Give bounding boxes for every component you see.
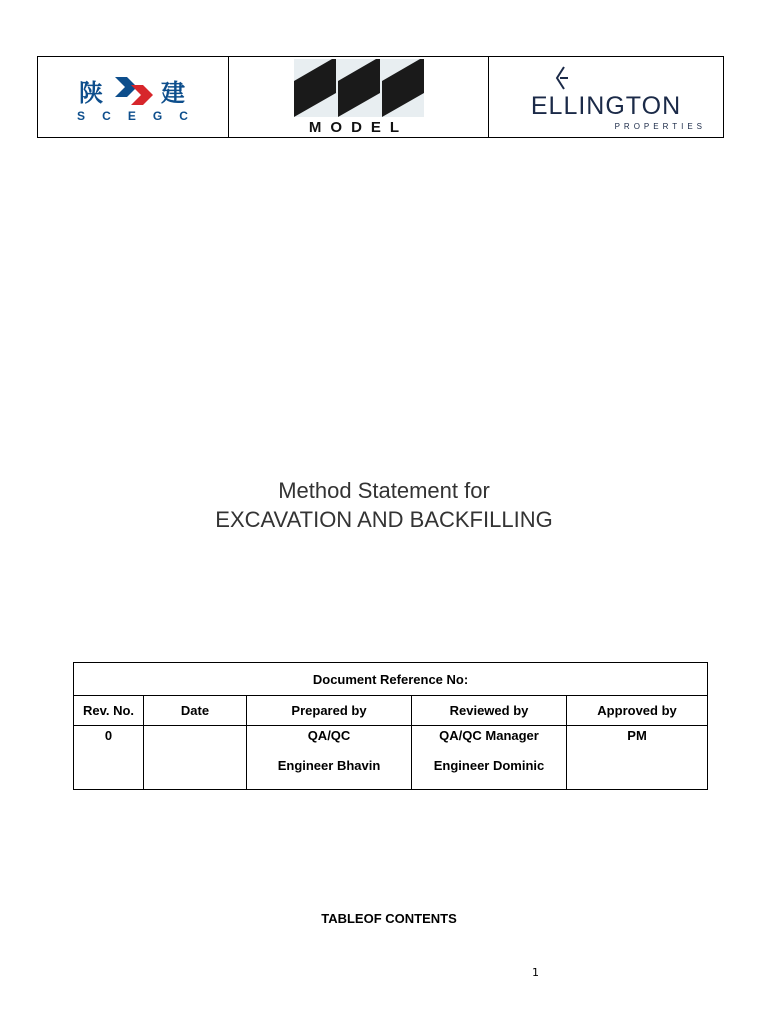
cell-approved-by: PM — [567, 726, 708, 790]
document-reference-label: Document Reference No: — [74, 663, 708, 696]
scegc-letter: S — [77, 109, 87, 123]
document-title-line1: Method Statement for — [278, 478, 490, 503]
ellington-logo — [506, 62, 706, 132]
cell-reviewed-by — [412, 726, 567, 790]
header-approved-by: Approved by — [567, 696, 708, 726]
reviewed-role: QA/QC Manager — [439, 728, 539, 743]
toc-heading: TABLEOF CONTENTS — [321, 911, 457, 926]
scegc-letters — [77, 109, 189, 123]
header-logo-table — [37, 56, 724, 138]
ellington-wordmark: ELLINGTON — [530, 92, 682, 120]
scegc-letter: C — [102, 109, 112, 123]
document-title-line2: EXCAVATION AND BACKFILLING — [215, 507, 553, 532]
document-reference-table — [73, 662, 708, 790]
ellington-mark-icon — [554, 66, 570, 90]
header-rev-no: Rev. No. — [74, 696, 144, 726]
cell-date — [144, 726, 247, 790]
header-reviewed-by: Reviewed by — [412, 696, 567, 726]
model-logo-cell — [229, 57, 489, 138]
header-date: Date — [144, 696, 247, 726]
page-number: 1 — [532, 966, 539, 979]
scegc-logo — [73, 67, 193, 127]
cell-prepared-by — [247, 726, 412, 790]
ellington-subtitle: PROPERTIES — [614, 122, 706, 131]
reviewed-name: Engineer Dominic — [433, 758, 545, 773]
prepared-role: QA/QC — [307, 728, 351, 743]
scegc-letter: G — [152, 109, 164, 123]
header-prepared-by: Prepared by — [247, 696, 412, 726]
scegc-letter: E — [127, 109, 137, 123]
model-stripes-icon — [294, 59, 424, 117]
scegc-chevron-icon — [115, 77, 155, 105]
model-logo — [294, 57, 424, 137]
prepared-name: Engineer Bhavin — [277, 758, 381, 773]
ellington-logo-cell — [489, 57, 724, 138]
scegc-char-right: 建 — [161, 79, 185, 107]
scegc-letter: C — [179, 109, 189, 123]
model-wordmark: MODEL — [308, 119, 409, 136]
cell-rev-no: 0 — [74, 726, 144, 790]
scegc-logo-cell — [38, 57, 229, 138]
scegc-char-left: 陕 — [79, 79, 103, 107]
